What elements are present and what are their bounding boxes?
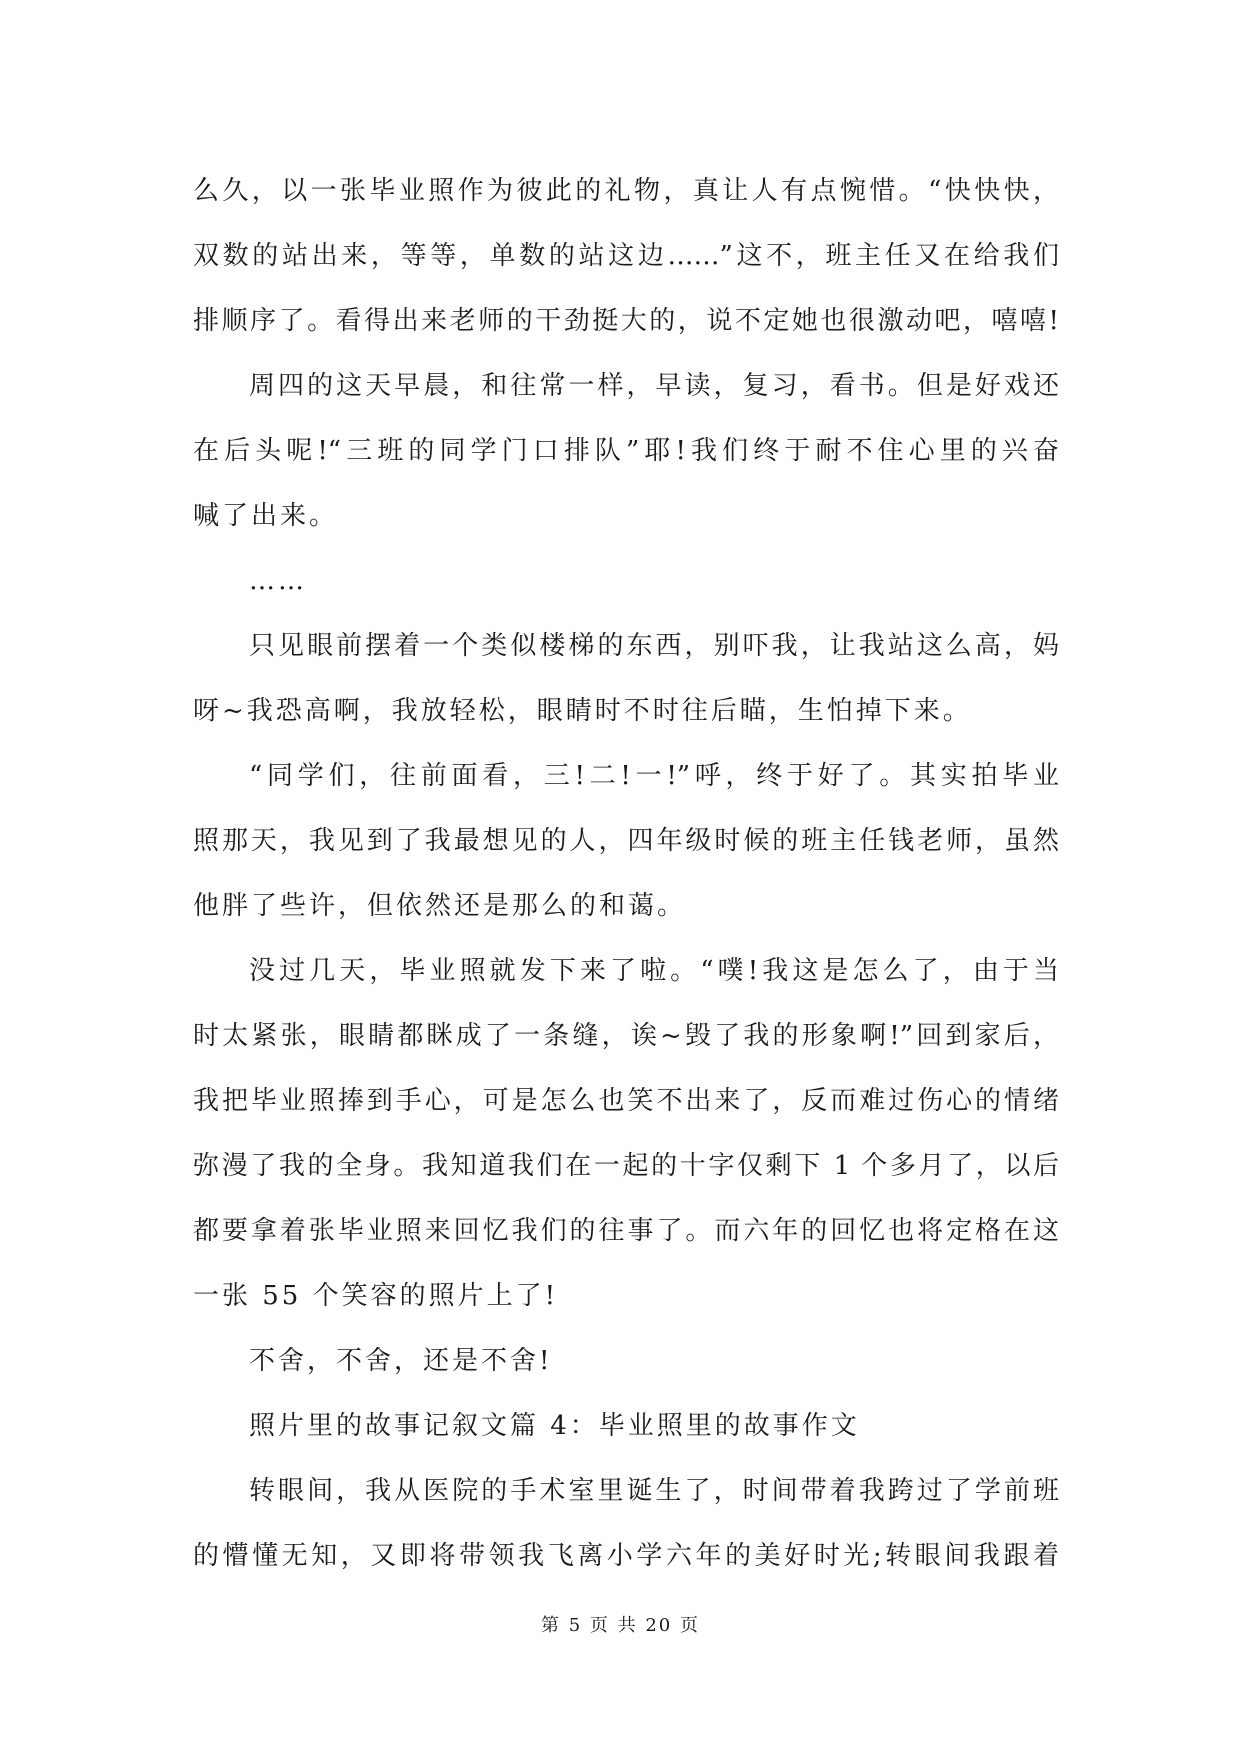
text-line: 弥漫了我的全身。我知道我们在一起的十字仅剩下 1 个多月了，以后 bbox=[193, 1151, 1059, 1181]
text-line: 么久，以一张毕业照作为彼此的礼物，真让人有点惋惜。“快快快， bbox=[193, 176, 1059, 206]
text-line: 没过几天，毕业照就发下来了啦。“噗!我这是怎么了，由于当 bbox=[249, 956, 1059, 986]
text-line: …… bbox=[249, 566, 307, 596]
text-line: 一张 55 个笑容的照片上了! bbox=[193, 1281, 559, 1311]
text-line: 他胖了些许，但依然还是那么的和蔼。 bbox=[193, 891, 687, 921]
text-line: 双数的站出来，等等，单数的站这边……”这不，班主任又在给我们 bbox=[193, 241, 1059, 271]
text-line: 呀~我恐高啊，我放轻松，眼睛时不时往后瞄，生怕掉下来。 bbox=[193, 696, 972, 726]
page-number-footer: 第 5 页 共 20 页 bbox=[541, 1615, 700, 1636]
text-line: 照那天，我见到了我最想见的人，四年级时候的班主任钱老师，虽然 bbox=[193, 826, 1059, 856]
section-heading: 照片里的故事记叙文篇 4：毕业照里的故事作文 bbox=[249, 1411, 860, 1441]
text-line: 在后头呢!“三班的同学门口排队”耶!我们终于耐不住心里的兴奋 bbox=[193, 436, 1059, 466]
text-line: 的懵懂无知，又即将带领我飞离小学六年的美好时光;转眼间我跟着 bbox=[193, 1541, 1059, 1571]
text-line: 都要拿着张毕业照来回忆我们的往事了。而六年的回忆也将定格在这 bbox=[193, 1216, 1059, 1246]
text-line: 只见眼前摆着一个类似楼梯的东西，别吓我，让我站这么高，妈 bbox=[249, 631, 1059, 661]
text-line: 我把毕业照捧到手心，可是怎么也笑不出来了，反而难过伤心的情绪 bbox=[193, 1086, 1059, 1116]
text-line: 时太紧张，眼睛都眯成了一条缝，诶~毁了我的形象啊!”回到家后， bbox=[193, 1021, 1059, 1051]
text-line: 排顺序了。看得出来老师的干劲挺大的，说不定她也很激动吧，嘻嘻! bbox=[193, 306, 1059, 336]
text-line: 喊了出来。 bbox=[193, 501, 339, 531]
text-line: 转眼间，我从医院的手术室里诞生了，时间带着我跨过了学前班 bbox=[249, 1476, 1059, 1506]
text-line: “同学们，往前面看，三!二!一!”呼，终于好了。其实拍毕业 bbox=[249, 761, 1059, 791]
body-text bbox=[193, 159, 1059, 1589]
text-line: 不舍，不舍，还是不舍! bbox=[249, 1346, 553, 1376]
text-line: 周四的这天早晨，和往常一样，早读，复习，看书。但是好戏还 bbox=[249, 371, 1059, 401]
